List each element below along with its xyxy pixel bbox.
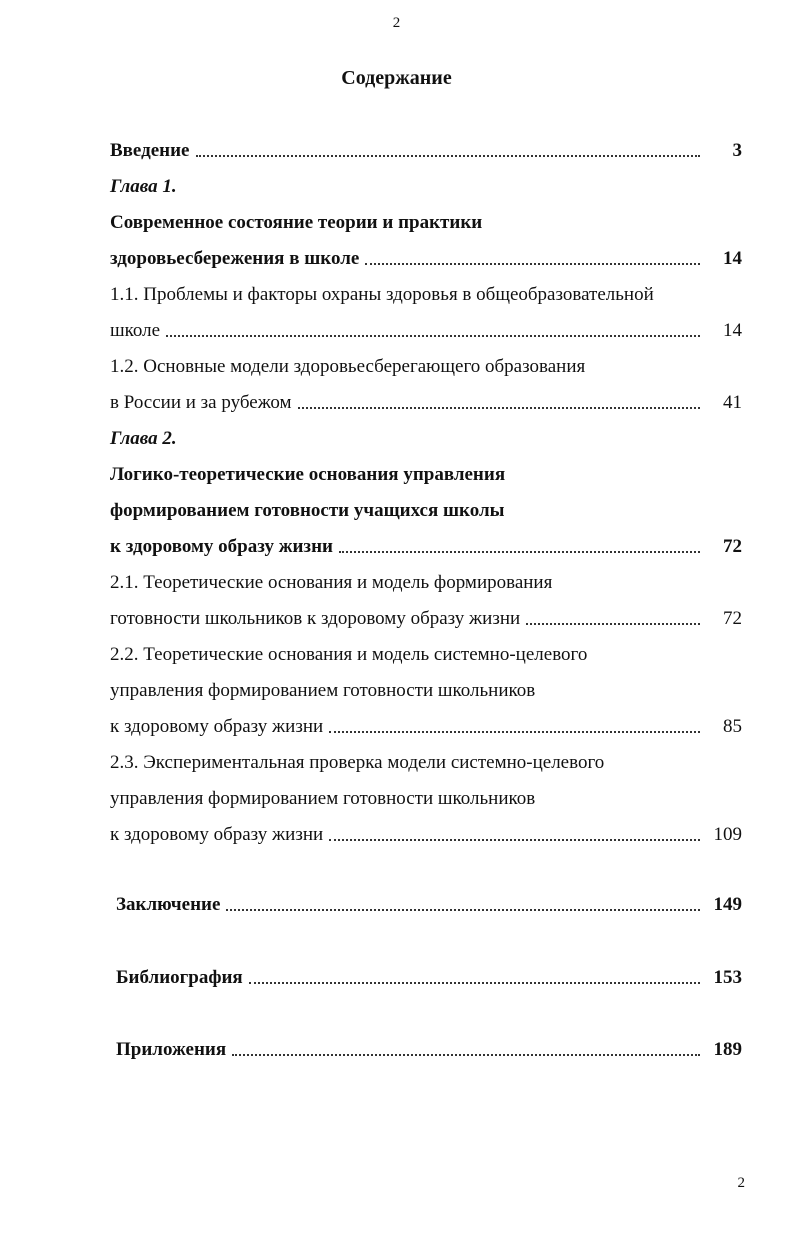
toc-entry-2-2 [110, 708, 742, 738]
toc-page-number: 189 [713, 1039, 742, 1060]
toc-page-number: 41 [723, 392, 742, 413]
toc-leader-dots [249, 981, 700, 984]
page-title: Содержание [341, 67, 452, 89]
toc-chapter-label [110, 420, 742, 450]
toc-entry-text: Логико-теоретические основания управления [110, 464, 506, 485]
toc-page-number: 153 [713, 967, 742, 988]
toc-entry-text: управления формированием готовности школьников [110, 788, 536, 809]
toc-entry-text: школе [110, 320, 161, 341]
toc-entry-text: Современное состояние теории и практики [110, 212, 483, 233]
toc-leader-dots [329, 838, 700, 841]
toc-entry-text: к здоровому образу жизни [110, 536, 333, 557]
toc-page-number: 85 [723, 716, 742, 737]
toc-entry-text: 1.1. Проблемы и факторы охраны здоровья в общеобразовательной [110, 284, 654, 305]
toc-entry-text: к здоровому образу жизни [110, 824, 324, 845]
toc-chapter-label [110, 168, 742, 198]
toc-leader-dots [166, 334, 700, 337]
toc-chapter-title [110, 456, 742, 486]
toc-entry-text: здоровьесбережения в школе [110, 248, 360, 269]
toc-entry-appendices [116, 1031, 742, 1061]
toc-page-number: 149 [713, 894, 742, 915]
toc-section-title [110, 276, 742, 306]
toc-page-number: 14 [723, 320, 742, 341]
toc-section-title [110, 744, 742, 774]
toc-entry-2-1 [110, 600, 742, 630]
toc-entry-text: Библиография [116, 967, 243, 988]
toc-entry-text: в России и за рубежом [110, 392, 292, 413]
toc-entry-text: Введение [110, 140, 190, 161]
toc-entry-text: Заключение [116, 894, 221, 915]
toc-entry-2-3 [110, 816, 742, 846]
page-number-bottom: 2 [737, 1175, 745, 1191]
toc-chapter-title [110, 492, 742, 522]
toc-section-title [110, 672, 742, 702]
toc-section-title [110, 348, 742, 378]
toc-entry-conclusion [116, 886, 742, 916]
toc-entry-chapter-1 [110, 240, 742, 270]
toc-entry-1-2 [110, 384, 742, 414]
toc-section-title [110, 564, 742, 594]
toc-leader-dots [365, 262, 700, 265]
toc-entry-chapter-2 [110, 528, 742, 558]
toc-leader-dots [226, 908, 700, 911]
toc-entry-text: Приложения [116, 1039, 227, 1060]
toc-section-title [110, 780, 742, 810]
toc-entry-text: к здоровому образу жизни [110, 716, 324, 737]
toc-page-number: 109 [713, 824, 742, 845]
toc-chapter-title [110, 204, 742, 234]
toc-entry-text: формированием готовности учащихся школы [110, 500, 505, 521]
toc-entry-text: готовности школьников к здоровому образу жизни [110, 608, 521, 629]
toc-page-number: 72 [723, 608, 742, 629]
toc-leader-dots [298, 406, 700, 409]
toc-leader-dots [526, 622, 700, 625]
toc-entry-bibliography [116, 959, 742, 989]
toc-entry-intro [110, 132, 742, 162]
toc-entry-1-1 [110, 312, 742, 342]
toc-page-number: 3 [732, 140, 742, 161]
toc-entry-text: Глава 1. [110, 176, 177, 197]
toc-entry-text: Глава 2. [110, 428, 177, 449]
toc-entry-text: 2.2. Теоретические основания и модель системно-целевого [110, 644, 588, 665]
page-number-top: 2 [392, 15, 401, 31]
toc-section-title [110, 636, 742, 666]
toc-leader-dots [329, 730, 700, 733]
toc-entry-text: управления формированием готовности школьников [110, 680, 536, 701]
toc-entry-text: 2.1. Теоретические основания и модель формирования [110, 572, 553, 593]
toc-page-number: 14 [723, 248, 742, 269]
toc-leader-dots [232, 1053, 700, 1056]
toc-entry-text: 2.3. Экспериментальная проверка модели системно-целевого [110, 752, 605, 773]
toc-leader-dots [339, 550, 700, 553]
toc-entry-text: 1.2. Основные модели здоровьесберегающего образования [110, 356, 586, 377]
toc-leader-dots [196, 154, 701, 157]
toc-page-number: 72 [723, 536, 742, 557]
